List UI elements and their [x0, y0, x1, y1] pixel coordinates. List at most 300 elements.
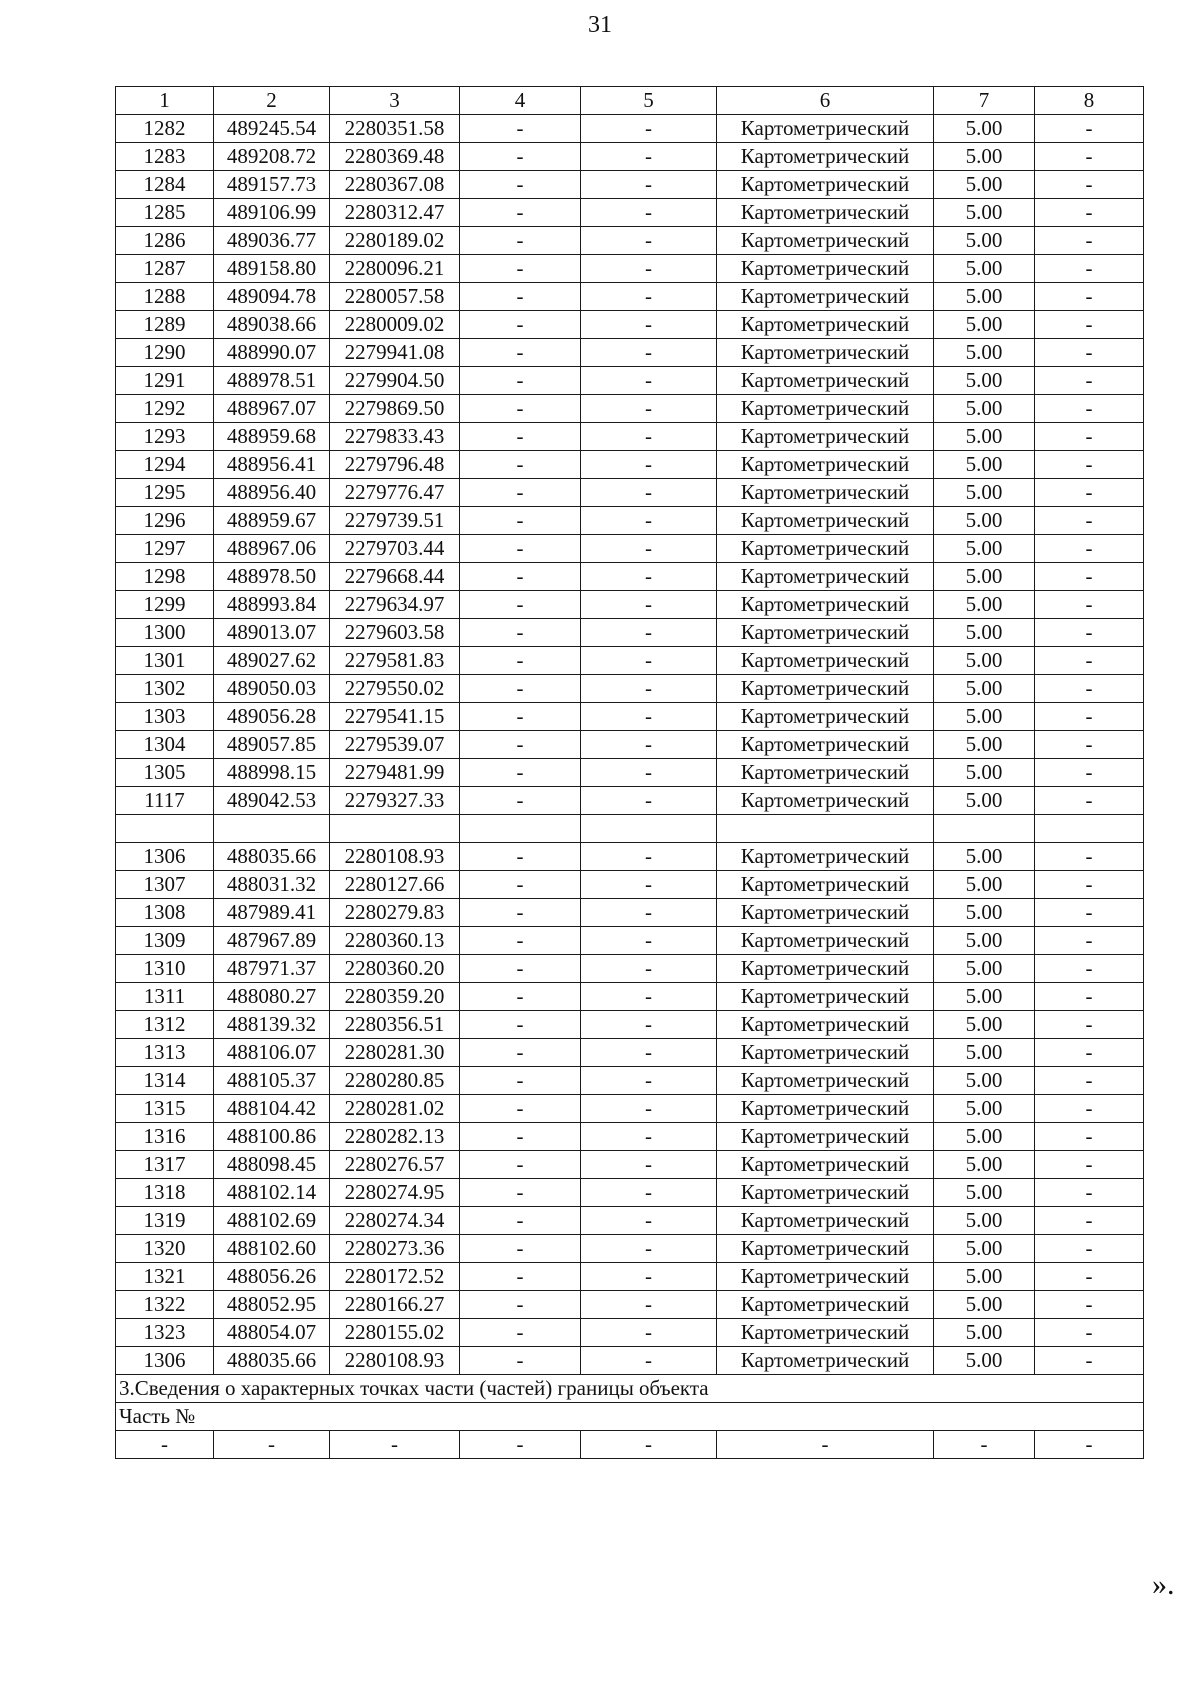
- table-cell: -: [460, 1347, 581, 1375]
- table-cell: -: [460, 1263, 581, 1291]
- table-cell: -: [581, 143, 717, 171]
- table-cell: -: [460, 1123, 581, 1151]
- table-cell: 488100.86: [214, 1123, 330, 1151]
- table-cell: Картометрический: [717, 479, 934, 507]
- table-cell: 2280360.20: [330, 955, 460, 983]
- table-cell: Картометрический: [717, 283, 934, 311]
- table-cell: 2280369.48: [330, 143, 460, 171]
- table-cell: Картометрический: [717, 1179, 934, 1207]
- table-cell: -: [1035, 563, 1144, 591]
- table-cell: Картометрический: [717, 647, 934, 675]
- table-cell: 489038.66: [214, 311, 330, 339]
- table-row: [116, 983, 1144, 1011]
- table-cell: Картометрический: [717, 591, 934, 619]
- table-cell: 488967.06: [214, 535, 330, 563]
- table-cell: 5.00: [934, 115, 1035, 143]
- table-cell: 1307: [116, 871, 214, 899]
- table-cell: -: [460, 143, 581, 171]
- table-cell: 489050.03: [214, 675, 330, 703]
- table-cell: 1303: [116, 703, 214, 731]
- table-cell: -: [1035, 1095, 1144, 1123]
- table-cell: Картометрический: [717, 675, 934, 703]
- table-cell: 2280280.85: [330, 1067, 460, 1095]
- table-cell: 2279603.58: [330, 619, 460, 647]
- table-cell: -: [581, 1291, 717, 1319]
- header-cell: 5: [581, 87, 717, 115]
- table-cell: Картометрический: [717, 1011, 934, 1039]
- table-row: [116, 843, 1144, 871]
- table-cell: -: [460, 871, 581, 899]
- table-cell: -: [1035, 1319, 1144, 1347]
- table-cell: -: [460, 1011, 581, 1039]
- table-cell: Картометрический: [717, 395, 934, 423]
- table-cell: 1289: [116, 311, 214, 339]
- table-row: [116, 955, 1144, 983]
- table-cell: -: [460, 395, 581, 423]
- table-cell: 2280127.66: [330, 871, 460, 899]
- table-cell: -: [460, 227, 581, 255]
- table-cell: -: [1035, 1151, 1144, 1179]
- table-row: [116, 1319, 1144, 1347]
- table-cell: -: [717, 1431, 934, 1459]
- table-cell: 5.00: [934, 199, 1035, 227]
- table-row: [116, 1123, 1144, 1151]
- table-cell: -: [460, 787, 581, 815]
- table-row: [116, 283, 1144, 311]
- table-cell: [581, 815, 717, 843]
- table-row: [116, 1067, 1144, 1095]
- table-cell: -: [1035, 983, 1144, 1011]
- table-cell: -: [581, 1235, 717, 1263]
- table-cell: 488139.32: [214, 1011, 330, 1039]
- table-cell: -: [460, 927, 581, 955]
- table-cell: 2280274.95: [330, 1179, 460, 1207]
- table-cell: 1320: [116, 1235, 214, 1263]
- table-row: [116, 479, 1144, 507]
- table-cell: 5.00: [934, 1291, 1035, 1319]
- table-cell: 2279904.50: [330, 367, 460, 395]
- table-row: [116, 927, 1144, 955]
- table-cell: -: [460, 1431, 581, 1459]
- table-cell: 1297: [116, 535, 214, 563]
- table-cell: -: [1035, 731, 1144, 759]
- table-cell: 5.00: [934, 395, 1035, 423]
- table-cell: 2279869.50: [330, 395, 460, 423]
- table-cell: 2280108.93: [330, 1347, 460, 1375]
- table-cell: Картометрический: [717, 1319, 934, 1347]
- table-cell: -: [1035, 115, 1144, 143]
- table-cell: 5.00: [934, 759, 1035, 787]
- table-cell: [717, 815, 934, 843]
- table-cell: -: [581, 1263, 717, 1291]
- table-cell: 5.00: [934, 1151, 1035, 1179]
- table-cell: -: [1035, 1123, 1144, 1151]
- table-cell: Картометрический: [717, 199, 934, 227]
- table-cell: -: [581, 367, 717, 395]
- table-cell: -: [581, 395, 717, 423]
- table-cell: 5.00: [934, 1123, 1035, 1151]
- table-cell: -: [460, 199, 581, 227]
- table-cell: 5.00: [934, 1011, 1035, 1039]
- table-cell: -: [1035, 507, 1144, 535]
- table-cell: 488054.07: [214, 1319, 330, 1347]
- table-cell: 488105.37: [214, 1067, 330, 1095]
- table-cell: [934, 815, 1035, 843]
- table-cell: 488993.84: [214, 591, 330, 619]
- table-cell: 488956.41: [214, 451, 330, 479]
- table-cell: 5.00: [934, 1179, 1035, 1207]
- table-cell: 1301: [116, 647, 214, 675]
- table-cell: -: [460, 647, 581, 675]
- header-cell: 4: [460, 87, 581, 115]
- table-cell: 488102.14: [214, 1179, 330, 1207]
- header-cell: 1: [116, 87, 214, 115]
- table-cell: -: [1035, 199, 1144, 227]
- table-cell: 5.00: [934, 255, 1035, 283]
- table-cell: 5.00: [934, 1319, 1035, 1347]
- table-cell: 488035.66: [214, 1347, 330, 1375]
- table-cell: -: [1035, 143, 1144, 171]
- table-row: [116, 619, 1144, 647]
- table-cell: -: [1035, 535, 1144, 563]
- table-cell: 489158.80: [214, 255, 330, 283]
- table-cell: 1287: [116, 255, 214, 283]
- table-cell: -: [460, 983, 581, 1011]
- table-cell: 488978.51: [214, 367, 330, 395]
- table-cell: [460, 815, 581, 843]
- table-cell: -: [460, 675, 581, 703]
- table-cell: 1304: [116, 731, 214, 759]
- table-cell: 2280276.57: [330, 1151, 460, 1179]
- table-cell: -: [460, 115, 581, 143]
- table-cell: -: [116, 1431, 214, 1459]
- header-cell: 8: [1035, 87, 1144, 115]
- table-row: [116, 143, 1144, 171]
- table-cell: 2280359.20: [330, 983, 460, 1011]
- table-cell: 5.00: [934, 731, 1035, 759]
- table-cell: 5.00: [934, 1347, 1035, 1375]
- table-row: [116, 423, 1144, 451]
- table-cell: 1293: [116, 423, 214, 451]
- table-cell: 1288: [116, 283, 214, 311]
- table-cell: 2279941.08: [330, 339, 460, 367]
- table-cell: 1283: [116, 143, 214, 171]
- table-cell: -: [581, 535, 717, 563]
- table-cell: -: [460, 843, 581, 871]
- table-cell: 488098.45: [214, 1151, 330, 1179]
- table-cell: -: [1035, 1067, 1144, 1095]
- table-cell: 2280356.51: [330, 1011, 460, 1039]
- table-cell: -: [460, 311, 581, 339]
- table-cell: -: [1035, 619, 1144, 647]
- table-cell: 1286: [116, 227, 214, 255]
- table-cell: 5.00: [934, 171, 1035, 199]
- table-body: [116, 87, 1144, 1459]
- table-cell: -: [460, 367, 581, 395]
- table-cell: Картометрический: [717, 563, 934, 591]
- table-cell: 2280057.58: [330, 283, 460, 311]
- table-row: [116, 787, 1144, 815]
- table-cell: 5.00: [934, 703, 1035, 731]
- table-cell: -: [581, 283, 717, 311]
- table-cell: -: [460, 507, 581, 535]
- table-cell: -: [1035, 927, 1144, 955]
- table-cell: 2280360.13: [330, 927, 460, 955]
- table-cell: Картометрический: [717, 731, 934, 759]
- table-cell: Картометрический: [717, 1291, 934, 1319]
- table-cell: 1319: [116, 1207, 214, 1235]
- coordinates-table: [115, 86, 1144, 1459]
- table-cell: 5.00: [934, 143, 1035, 171]
- table-cell: -: [460, 1207, 581, 1235]
- table-cell: -: [460, 1151, 581, 1179]
- table-row: [116, 367, 1144, 395]
- table-cell: Картометрический: [717, 1095, 934, 1123]
- table-cell: -: [1035, 367, 1144, 395]
- table-cell: -: [581, 563, 717, 591]
- table-cell: 488998.15: [214, 759, 330, 787]
- table-cell: 5.00: [934, 535, 1035, 563]
- table-row: [116, 199, 1144, 227]
- table-cell: 488056.26: [214, 1263, 330, 1291]
- table-cell: 489094.78: [214, 283, 330, 311]
- table-cell: 489013.07: [214, 619, 330, 647]
- table-row: [116, 759, 1144, 787]
- table-row: [116, 507, 1144, 535]
- table-cell: 2280274.34: [330, 1207, 460, 1235]
- table-cell: -: [460, 1179, 581, 1207]
- table-cell: -: [460, 703, 581, 731]
- table-cell: 1313: [116, 1039, 214, 1067]
- table-cell: -: [1035, 899, 1144, 927]
- table-cell: Картометрический: [717, 1207, 934, 1235]
- table-cell: -: [1035, 787, 1144, 815]
- table-cell: 1305: [116, 759, 214, 787]
- table-cell: 5.00: [934, 899, 1035, 927]
- table-cell: -: [1035, 255, 1144, 283]
- table-cell: 5.00: [934, 227, 1035, 255]
- table-cell: -: [581, 675, 717, 703]
- table-row: [116, 1039, 1144, 1067]
- header-cell: 6: [717, 87, 934, 115]
- table-cell: 5.00: [934, 1263, 1035, 1291]
- table-cell: 1285: [116, 199, 214, 227]
- table-cell: -: [581, 1431, 717, 1459]
- table-cell: 5.00: [934, 927, 1035, 955]
- table-row: [116, 535, 1144, 563]
- table-cell: 488102.60: [214, 1235, 330, 1263]
- table-cell: 487989.41: [214, 899, 330, 927]
- table-cell: Картометрический: [717, 843, 934, 871]
- table-row: [116, 1235, 1144, 1263]
- table-cell: -: [1035, 1291, 1144, 1319]
- table-cell: -: [1035, 1011, 1144, 1039]
- table-cell: 488967.07: [214, 395, 330, 423]
- table-cell: -: [460, 899, 581, 927]
- table-cell: -: [460, 1319, 581, 1347]
- table-cell: -: [581, 1151, 717, 1179]
- table-cell: 1306: [116, 843, 214, 871]
- part-number: Часть №: [116, 1403, 1144, 1431]
- table-cell: -: [1035, 591, 1144, 619]
- table-cell: -: [581, 479, 717, 507]
- table-cell: -: [1035, 423, 1144, 451]
- table-cell: 5.00: [934, 871, 1035, 899]
- table-cell: -: [1035, 871, 1144, 899]
- table-cell: Картометрический: [717, 955, 934, 983]
- table-cell: Картометрический: [717, 1151, 934, 1179]
- table-cell: -: [581, 451, 717, 479]
- table-cell: -: [1035, 843, 1144, 871]
- header-cell: 7: [934, 87, 1035, 115]
- table-cell: -: [581, 1123, 717, 1151]
- table-cell: 5.00: [934, 507, 1035, 535]
- table-cell: -: [581, 591, 717, 619]
- table-cell: 488035.66: [214, 843, 330, 871]
- table-cell: -: [1035, 675, 1144, 703]
- table-cell: 1308: [116, 899, 214, 927]
- table-cell: -: [581, 1347, 717, 1375]
- table-cell: 2280351.58: [330, 115, 460, 143]
- table-cell: 1292: [116, 395, 214, 423]
- table-cell: -: [581, 255, 717, 283]
- table-cell: 5.00: [934, 1235, 1035, 1263]
- table-cell: 2279481.99: [330, 759, 460, 787]
- table-cell: -: [1035, 311, 1144, 339]
- table-cell: -: [581, 927, 717, 955]
- table-cell: 489157.73: [214, 171, 330, 199]
- table-cell: Картометрический: [717, 339, 934, 367]
- table-cell: -: [460, 479, 581, 507]
- table-cell: 489106.99: [214, 199, 330, 227]
- table-cell: Картометрический: [717, 311, 934, 339]
- table-cell: 5.00: [934, 283, 1035, 311]
- table-cell: -: [581, 731, 717, 759]
- table-header-row: [116, 87, 1144, 115]
- table-cell: -: [581, 843, 717, 871]
- table-cell: 2280367.08: [330, 171, 460, 199]
- table-cell: -: [1035, 171, 1144, 199]
- table-cell: 2279776.47: [330, 479, 460, 507]
- table-cell: [116, 815, 214, 843]
- table-cell: -: [460, 535, 581, 563]
- table-cell: 2279581.83: [330, 647, 460, 675]
- closing-quote-mark: ».: [1152, 1568, 1175, 1601]
- table-cell: -: [1035, 395, 1144, 423]
- table-cell: -: [581, 983, 717, 1011]
- table-cell: -: [460, 451, 581, 479]
- table-cell: 489245.54: [214, 115, 330, 143]
- table-row: [116, 1347, 1144, 1375]
- table-cell: Картометрический: [717, 1123, 934, 1151]
- table-cell: -: [581, 1319, 717, 1347]
- table-cell: -: [581, 703, 717, 731]
- table-cell: -: [214, 1431, 330, 1459]
- table-row: [116, 255, 1144, 283]
- table-cell: Картометрический: [717, 1039, 934, 1067]
- table-cell: -: [934, 1431, 1035, 1459]
- table-cell: -: [460, 1095, 581, 1123]
- table-cell: 487971.37: [214, 955, 330, 983]
- table-cell: 1318: [116, 1179, 214, 1207]
- table-cell: Картометрический: [717, 927, 934, 955]
- table-cell: 489056.28: [214, 703, 330, 731]
- table-cell: 5.00: [934, 1207, 1035, 1235]
- table-cell: -: [460, 731, 581, 759]
- table-cell: 1299: [116, 591, 214, 619]
- table-cell: 489208.72: [214, 143, 330, 171]
- table-cell: -: [1035, 1179, 1144, 1207]
- table-cell: 1296: [116, 507, 214, 535]
- table-cell: -: [460, 1235, 581, 1263]
- table-row: [116, 451, 1144, 479]
- table-row: [116, 1151, 1144, 1179]
- table-cell: 2279550.02: [330, 675, 460, 703]
- table-cell: -: [330, 1431, 460, 1459]
- table-cell: -: [581, 1207, 717, 1235]
- table-cell: Картометрический: [717, 871, 934, 899]
- table-cell: -: [581, 507, 717, 535]
- table-cell: 5.00: [934, 1039, 1035, 1067]
- table-cell: -: [1035, 647, 1144, 675]
- table-cell: 2280281.02: [330, 1095, 460, 1123]
- table-cell: -: [1035, 955, 1144, 983]
- table-row: [116, 1263, 1144, 1291]
- table-row: [116, 1095, 1144, 1123]
- table-cell: -: [581, 311, 717, 339]
- table-cell: 2279703.44: [330, 535, 460, 563]
- table-cell: 2280189.02: [330, 227, 460, 255]
- table-cell: 1298: [116, 563, 214, 591]
- table-cell: -: [581, 1095, 717, 1123]
- table-cell: Картометрический: [717, 983, 934, 1011]
- table-cell: Картометрический: [717, 1263, 934, 1291]
- table-cell: -: [460, 171, 581, 199]
- table-cell: -: [581, 227, 717, 255]
- table-cell: -: [581, 759, 717, 787]
- table-cell: [1035, 815, 1144, 843]
- table-cell: -: [460, 1291, 581, 1319]
- table-cell: -: [1035, 1263, 1144, 1291]
- table-cell: 5.00: [934, 591, 1035, 619]
- table-cell: 489027.62: [214, 647, 330, 675]
- table-cell: 1315: [116, 1095, 214, 1123]
- table-cell: -: [460, 339, 581, 367]
- table-row: [116, 1291, 1144, 1319]
- table-cell: -: [460, 283, 581, 311]
- table-cell: -: [581, 339, 717, 367]
- table-cell: 489036.77: [214, 227, 330, 255]
- table-cell: Картометрический: [717, 227, 934, 255]
- table-cell: 1317: [116, 1151, 214, 1179]
- table-cell: Картометрический: [717, 899, 934, 927]
- table-cell: 5.00: [934, 563, 1035, 591]
- table-row: [116, 815, 1144, 843]
- table-cell: 488052.95: [214, 1291, 330, 1319]
- table-row: [116, 871, 1144, 899]
- table-cell: -: [581, 955, 717, 983]
- table-cell: -: [460, 563, 581, 591]
- table-cell: 488956.40: [214, 479, 330, 507]
- header-cell: 2: [214, 87, 330, 115]
- table-cell: 2279634.97: [330, 591, 460, 619]
- section-title-row: [116, 1375, 1144, 1403]
- table-cell: Картометрический: [717, 143, 934, 171]
- table-cell: 2279327.33: [330, 787, 460, 815]
- part-number-row: [116, 1403, 1144, 1431]
- table-row: [116, 703, 1144, 731]
- table-cell: Картометрический: [717, 507, 934, 535]
